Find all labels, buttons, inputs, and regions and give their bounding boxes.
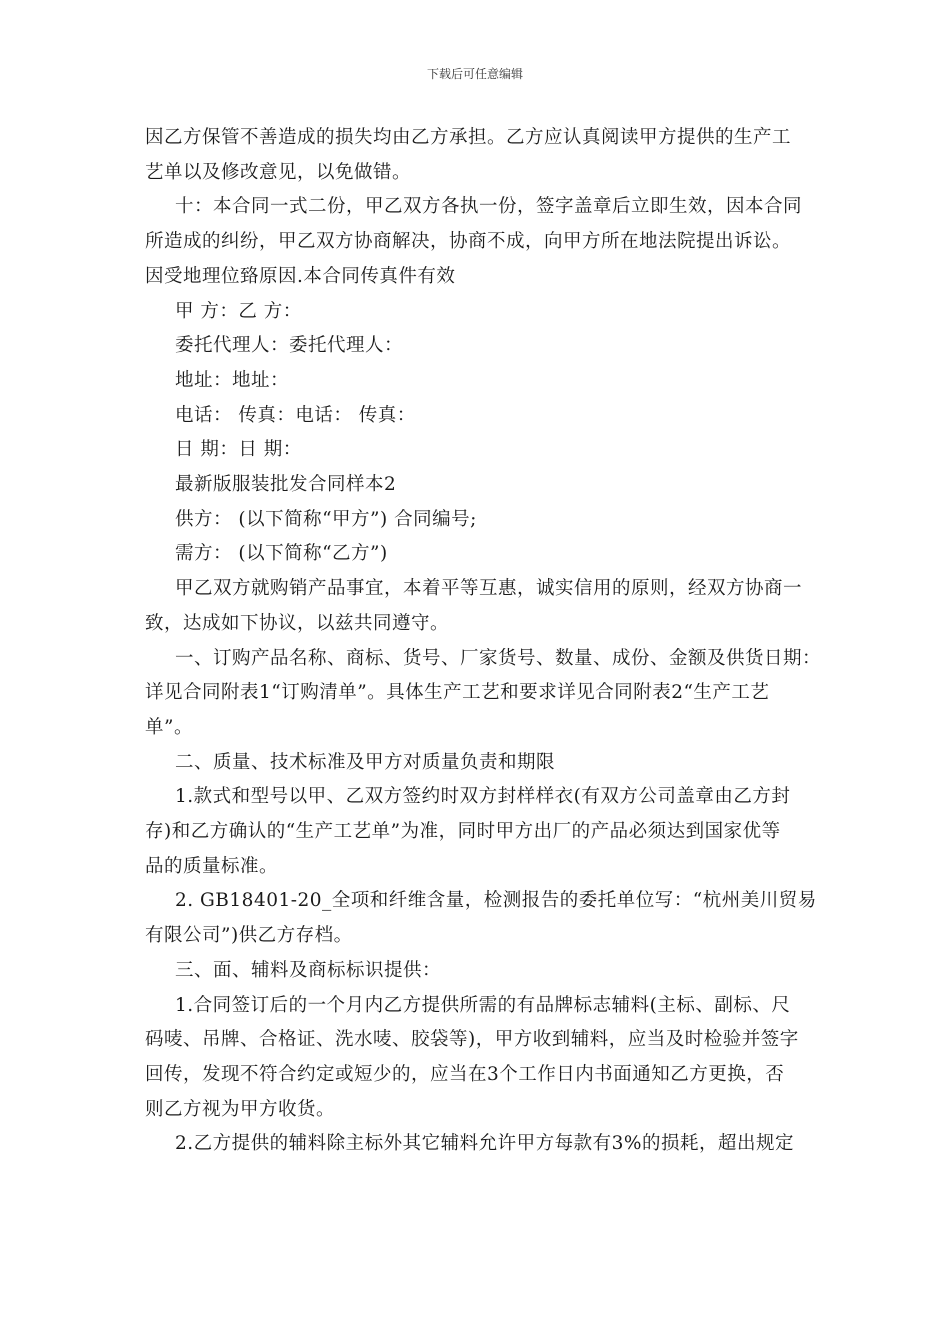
text-line: 详见合同附表1“订购清单”。具体生产工艺和要求详见合同附表2“生产工艺 <box>145 682 770 704</box>
page-header: 下载后可任意编辑 <box>426 67 523 81</box>
text-line: 所造成的纠纷，甲乙双方协商解决，协商不成，向甲方所在地法院提出诉讼。 <box>145 231 792 253</box>
text-line: 三、面、辅料及商标标识提供： <box>175 959 442 981</box>
text-line: 甲乙双方就购销产品事宜，本着平等互惠，诚实信用的原则，经双方协商一 <box>175 578 803 600</box>
text-line: 二、质量、技术标准及甲方对质量负责和期限 <box>175 751 556 773</box>
text-line: 码唛、吊牌、合格证、洗水唛、胶袋等)，甲方收到辅料，应当及时检验并签字 <box>145 1029 799 1051</box>
text-line: 需方： (以下简称“乙方”) <box>175 543 388 565</box>
text-line: 品的质量标准。 <box>145 855 279 877</box>
text-line: 有限公司”)供乙方存档。 <box>145 925 353 947</box>
text-line: 存)和乙方确认的“生产工艺单”为准，同时甲方出厂的产品必须达到国家优等 <box>145 821 781 843</box>
text-line: 2. GB18401-20_全项和纤维含量，检测报告的委托单位写：“杭州美川贸易 <box>175 890 817 912</box>
text-line: 单”。 <box>145 716 193 738</box>
text-line: 十：本合同一式二份，甲乙双方各执一份，签字盖章后立即生效，因本合同 <box>175 196 803 218</box>
text-line: 日 期：日 期： <box>175 439 302 461</box>
text-line: 甲 方：乙 方： <box>175 300 302 322</box>
text-line: 因乙方保管不善造成的损失均由乙方承担。乙方应认真阅读甲方提供的生产工 <box>145 127 792 148</box>
text-line: 因受地理位臵原因.本合同传真件有效 <box>145 265 456 287</box>
document-body <box>145 121 822 1162</box>
text-line: 2.乙方提供的辅料除主标外其它辅料允许甲方每款有3%的损耗，超出规定 <box>175 1133 795 1155</box>
text-line: 电话： 传真：电话： 传真： <box>175 404 416 426</box>
text-line: 地址：地址： <box>175 369 290 391</box>
text-line: 则乙方视为甲方收货。 <box>145 1098 336 1120</box>
text-line: 一、订购产品名称、商标、货号、厂家货号、数量、成份、金额及供货日期： <box>175 647 822 669</box>
text-line: 致，达成如下协议，以兹共同遵守。 <box>145 612 450 634</box>
text-line: 1.合同签订后的一个月内乙方提供所需的有品牌标志辅料(主标、副标、尺 <box>175 994 791 1016</box>
text-line: 供方： (以下简称“甲方”) 合同编号; <box>175 508 477 530</box>
text-line: 最新版服装批发合同样本2 <box>175 474 397 496</box>
text-line: 回传，发现不符合约定或短少的，应当在3个工作日内书面通知乙方更换，否 <box>145 1063 785 1085</box>
text-line: 1.款式和型号以甲、乙双方签约时双方封样样衣(有双方公司盖章由乙方封 <box>175 786 791 808</box>
text-line: 委托代理人：委托代理人： <box>175 335 404 357</box>
text-line: 艺单以及修改意见，以免做错。 <box>145 161 412 183</box>
